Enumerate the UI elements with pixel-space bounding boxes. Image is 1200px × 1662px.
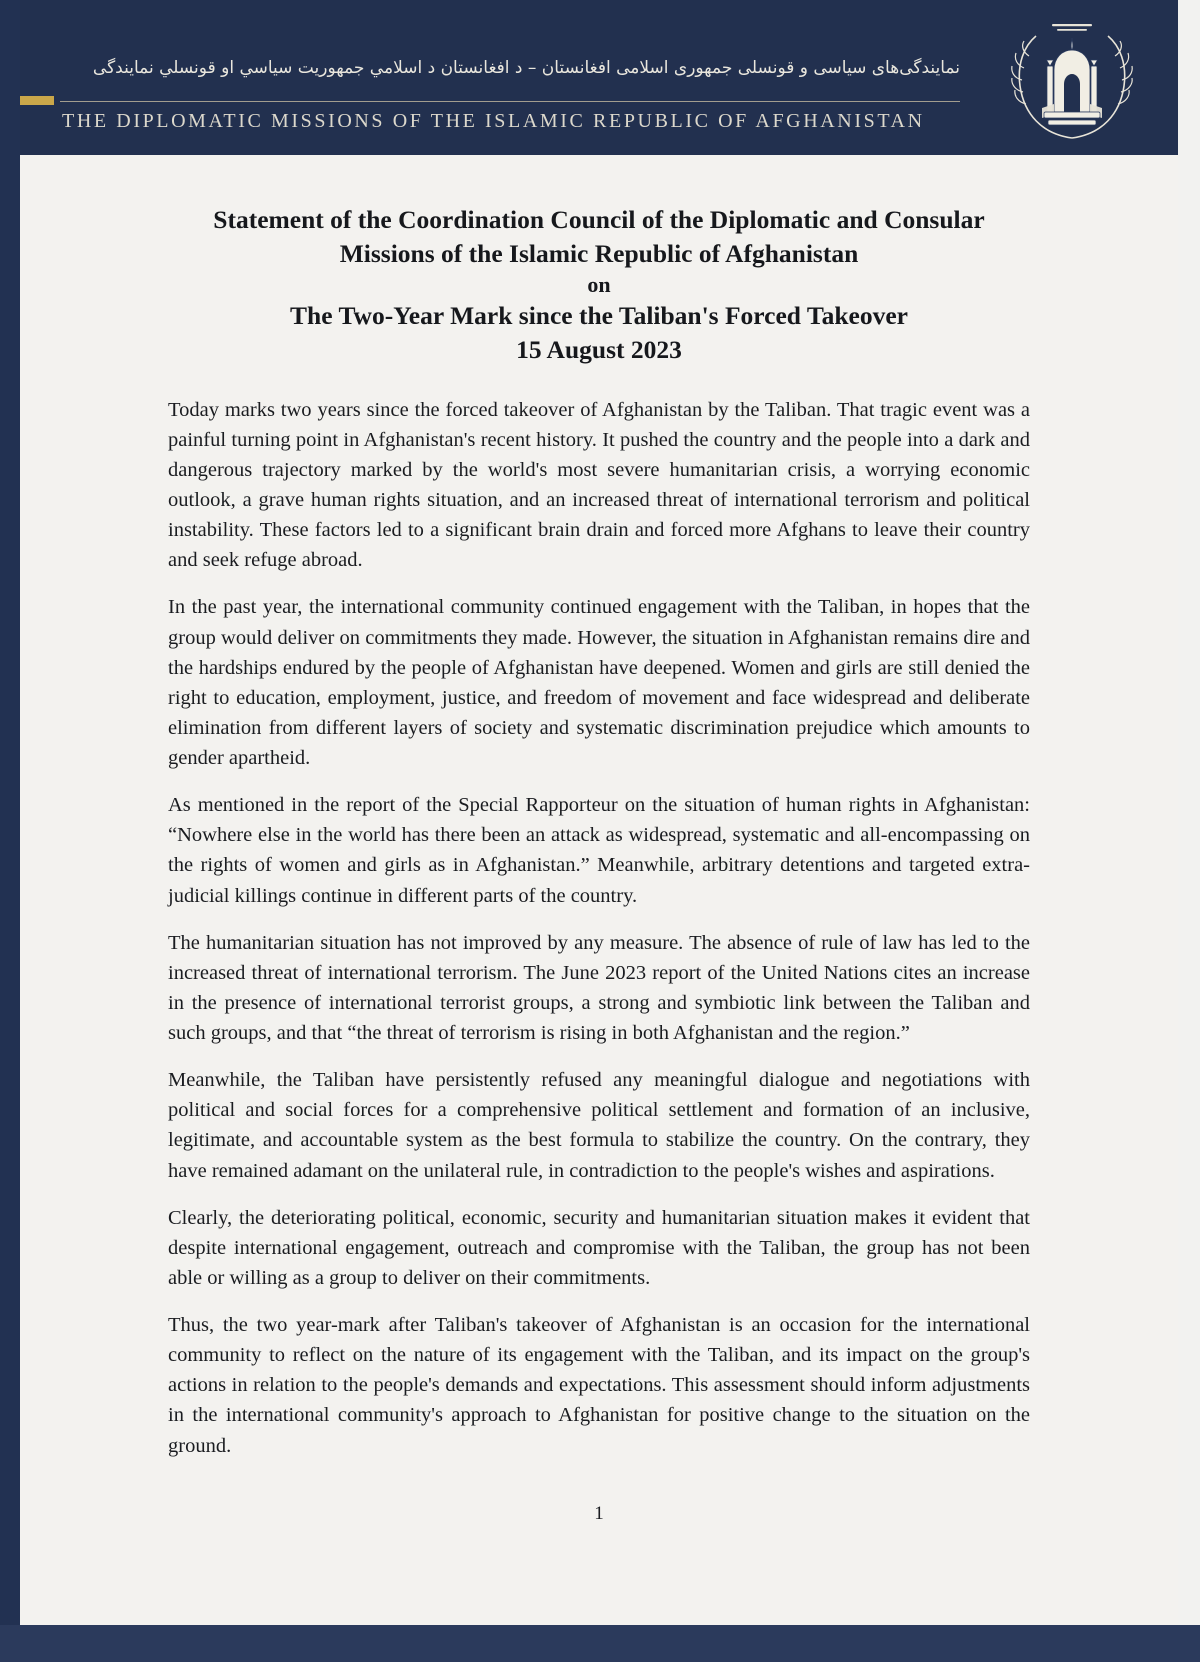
title-line-3: on [587,272,611,298]
paragraph: Thus, the two year-mark after Taliban's takeover of Afghanistan is an occasion for the international community to reflect on the nature of its engagement with the Taliban, and its impact on the group's actions in relation to the people's demands and expectations. This assessment should inform adjustments in the international community's approach to Afghanistan for positive change to the situation on the ground. [168,1314,1030,1457]
paragraph: Meanwhile, the Taliban have persistently refused any meaningful dialogue and negotiations with political and social forces for a comprehensive political settlement and formation of an inclusive, legitimate, and accountable system as the best formula to stabilize the country. On the contrary, they have remained adamant on the unilateral rule, in contradiction to the people's wishes and aspirations. [168,1069,1030,1182]
document-body [20,155,1178,1625]
title-line-2: Missions of the Islamic Republic of Afghanistan [339,238,859,268]
paragraph: As mentioned in the report of the Special Rapporteur on the situation of human rights in Afghanistan: “Nowhere else in the world has there been an attack as widespread, systematic and all-encompassing on the rights of women and girls as in Afghanistan.” Meanwhile, arbitrary detentions and targeted extra-judicial killings continue in different parts of the country. [168,794,1030,907]
page-number: 1 [594,1503,604,1524]
letterhead-english-title: THE DIPLOMATIC MISSIONS OF THE ISLAMIC REPUBLIC OF AFGHANISTAN [62,110,925,132]
letterhead-divider [60,101,960,102]
paragraph: Clearly, the deteriorating political, economic, security and humanitarian situation makes it evident that despite international engagement, outreach and compromise with the Taliban, the group has not been able or willing as a group to deliver on their commitments. [168,1206,1030,1289]
page-left-edge [0,0,20,1662]
page-bottom-edge [0,1625,1200,1662]
title-line-4: The Two-Year Mark since the Taliban's Forced Takeover [290,301,908,331]
document-letterhead [20,0,1178,155]
gold-accent-bar [20,96,54,105]
letterhead-dari-pashto-title: نمایندگی‌های سیاسی و قونسلی جمهوری اسلامی افغانستان – د افغانستان د اسلامي جمهوریت سیاسي او قونسلي نمایندگی [92,58,960,78]
paragraph: Today marks two years since the forced takeover of Afghanistan by the Taliban. That tragic event was a painful turning point in Afghanistan's recent history. It pushed the country and the people into a dark and dangerous trajectory marked by the world's most severe humanitarian crisis, a worrying economic outlook, a grave human rights situation, and an increased threat of international terrorism and political instability. These factors led to a significant brain drain and forced more Afghans to leave their country and seek refuge abroad. [168,398,1030,572]
paragraph: The humanitarian situation has not improved by any measure. The absence of rule of law has led to the increased threat of international terrorism. The June 2023 report of the United Nations cites an increase in the presence of international terrorist groups, a strong and symbiotic link between the Taliban and such groups, and that “the threat of terrorism is rising in both Afghanistan and the region.” [168,931,1030,1045]
title-line-5: 15 August 2023 [516,335,682,364]
document-title [159,203,1039,367]
paragraph: In the past year, the international community continued engagement with the Taliban, in hopes that the group would deliver on commitments they made. However, the situation in Afghanistan remains dire and the hardships endured by the people of Afghanistan have deepened. Women and girls are still denied the right to education, employment, justice, and freedom of movement and face widespread and deliberate elimination from different layers of society and systematic discrimination prejudice which amounts to gender apartheid. [168,596,1030,770]
statement-text [168,395,1030,1461]
afghanistan-national-emblem-icon [1002,8,1142,148]
title-line-1: Statement of the Coordination Council of the Diplomatic and Consular [213,205,985,234]
